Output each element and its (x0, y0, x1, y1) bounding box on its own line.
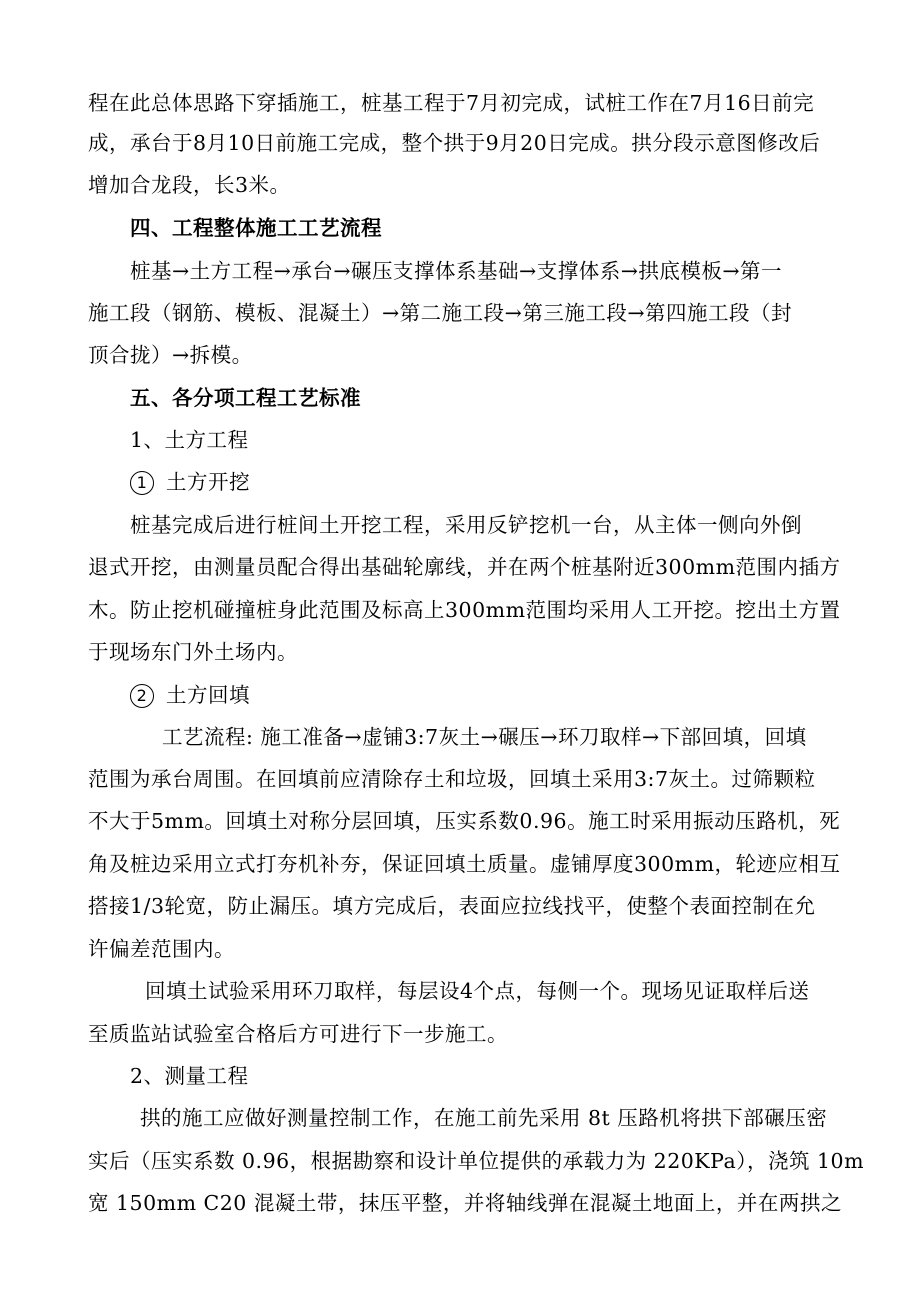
paragraph-line: 工艺流程: 施工准备→虚铺3:7灰土→碾压→环刀取样→下部回填，回填 (162, 725, 807, 749)
paragraph-line: 角及桩边采用立式打夯机补夯，保证回填土质量。虚铺厚度300mm，轮迹应相互 (88, 852, 841, 876)
subsection-heading: 1、土方工程 (130, 428, 249, 452)
paragraph-line: 退式开挖，由测量员配合得出基础轮廓线，并在两个桩基附近300mm范围内插方 (88, 555, 841, 579)
subsection-heading: 2、测量工程 (130, 1064, 249, 1088)
paragraph-line: 于现场东门外土场内。 (88, 640, 298, 664)
item-title: 土方开挖 (166, 470, 250, 494)
circled-number: 1 (130, 471, 154, 495)
paragraph-line: 拱的施工应做好测量控制工作，在施工前先采用 8t 压路机将拱下部碾压密 (140, 1106, 828, 1130)
paragraph-line: 增加合龙段，长3米。 (88, 173, 291, 197)
paragraph-line: 顶合拢）→拆模。 (88, 343, 253, 367)
paragraph-line: 范围为承台周围。在回填前应清除存土和垃圾，回填土采用3:7灰土。过筛颗粒 (88, 767, 816, 791)
paragraph-line: 桩基→土方工程→承台→碾压支撑体系基础→支撑体系→拱底模板→第一 (130, 259, 783, 283)
paragraph-line: 搭接1/3轮宽，防止漏压。填方完成后，表面应拉线找平，使整个表面控制在允 (88, 894, 816, 918)
paragraph-line: 至质监站试验室合格后方可进行下一步施工。 (88, 1022, 508, 1046)
item-heading (130, 467, 828, 497)
circled-number: 2 (130, 684, 154, 708)
paragraph-line: 木。防止挖机碰撞桩身此范围及标高上300mm范围均采用人工开挖。挖出土方置 (88, 598, 841, 622)
paragraph-line: 许偏差范围内。 (88, 937, 235, 961)
paragraph-line: 成，承台于8月10日前施工完成，整个拱于9月20日完成。拱分段示意图修改后 (88, 131, 821, 155)
section-heading-5: 五、各分项工程工艺标准 (130, 386, 361, 410)
section-heading-4: 四、工程整体施工工艺流程 (130, 216, 382, 240)
paragraph-line: 程在此总体思路下穿插施工，桩基工程于7月初完成，试桩工作在7月16日前完 (88, 91, 815, 115)
paragraph-line: 桩基完成后进行桩间土开挖工程，采用反铲挖机一台，从主体一侧向外倒 (130, 513, 802, 537)
paragraph-line: 宽 150mm C20 混凝土带，抹压平整，并将轴线弹在混凝土地面上，并在两拱之 (88, 1191, 842, 1215)
paragraph-line: 回填土试验采用环刀取样，每层设4个点，每侧一个。现场见证取样后送 (145, 979, 810, 1003)
paragraph-line: 施工段（钢筋、模板、混凝土）→第二施工段→第三施工段→第四施工段（封 (88, 301, 793, 325)
paragraph-line: 实后（压实系数 0.96，根据勘察和设计单位提供的承载力为 220KPa），浇筑 10m (88, 1149, 865, 1173)
item-heading (130, 680, 828, 710)
item-title: 土方回填 (166, 683, 250, 707)
paragraph-line: 不大于5mm。回填土对称分层回填，压实系数0.96。施工时采用振动压路机，死 (88, 809, 841, 833)
